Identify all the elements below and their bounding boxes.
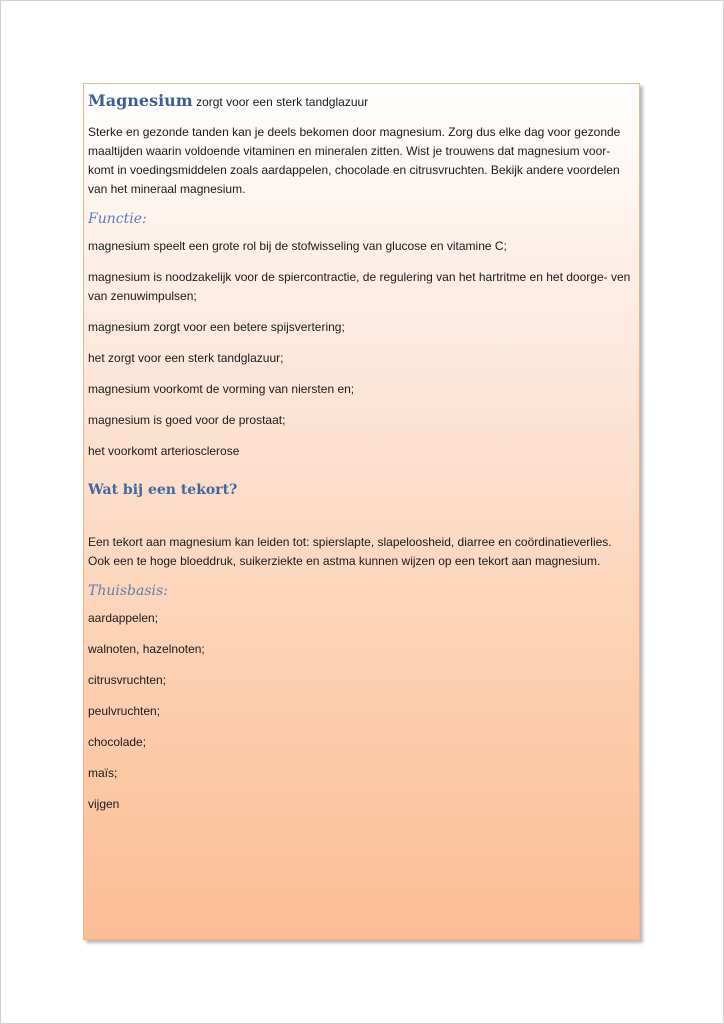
title-subtitle: zorgt voor een sterk tandglazuur: [192, 95, 369, 109]
thuisbasis-item: peulvruchten;: [88, 704, 161, 718]
functie-heading: Functie:: [88, 211, 147, 227]
functie-item: het zorgt voor een sterk tandglazuur;: [88, 351, 284, 365]
intro-paragraph: Sterke en gezonde tanden kan je deels bekomen door magnesium. Zorg dus elke dag voor gezonde maaltijden waarin voldoende vitaminen en mineralen zitten. Wist je trouwens dat magnesium voor- komt in voedingsmiddelen zoals aardappelen, chocolade en citrusvruchten. Bekijk andere voordelen van het mineraal magnesium.: [88, 125, 621, 196]
tekort-paragraph: Een tekort aan magnesium kan leiden tot: spierslapte, slapeloosheid, diarree en coördinatieverlies. Ook een te hoge bloeddruk, suikerziekte en astma kunnen wijzen op een tekort aan magnesium.: [88, 535, 612, 568]
title-word: Magnesium: [88, 91, 193, 110]
thuisbasis-item: vijgen: [88, 797, 120, 811]
functie-item: magnesium is goed voor de prostaat;: [88, 413, 286, 427]
thuisbasis-heading: Thuisbasis:: [88, 583, 168, 599]
functie-item: magnesium zorgt voor een betere spijsvertering;: [88, 320, 345, 334]
thuisbasis-item: citrusvruchten;: [88, 673, 167, 687]
title-line: [88, 90, 631, 113]
functie-item: magnesium voorkomt de vorming van niersten en;: [88, 382, 355, 396]
thuisbasis-item: aardappelen;: [88, 611, 159, 625]
functie-item: magnesium speelt een grote rol bij de stofwisseling van glucose en vitamine C;: [88, 239, 507, 253]
tekort-heading: Wat bij een tekort?: [88, 482, 238, 498]
thuisbasis-item: maïs;: [88, 766, 118, 780]
magnesium-info-box: [83, 83, 640, 940]
thuisbasis-item: chocolade;: [88, 735, 147, 749]
thuisbasis-item: walnoten, hazelnoten;: [88, 642, 205, 656]
functie-item: magnesium is noodzakelijk voor de spiercontractie, de regulering van het hartritme en het doorge- ven van zenuwimpulsen;: [88, 270, 631, 303]
functie-item: het voorkomt arteriosclerose: [88, 444, 240, 458]
